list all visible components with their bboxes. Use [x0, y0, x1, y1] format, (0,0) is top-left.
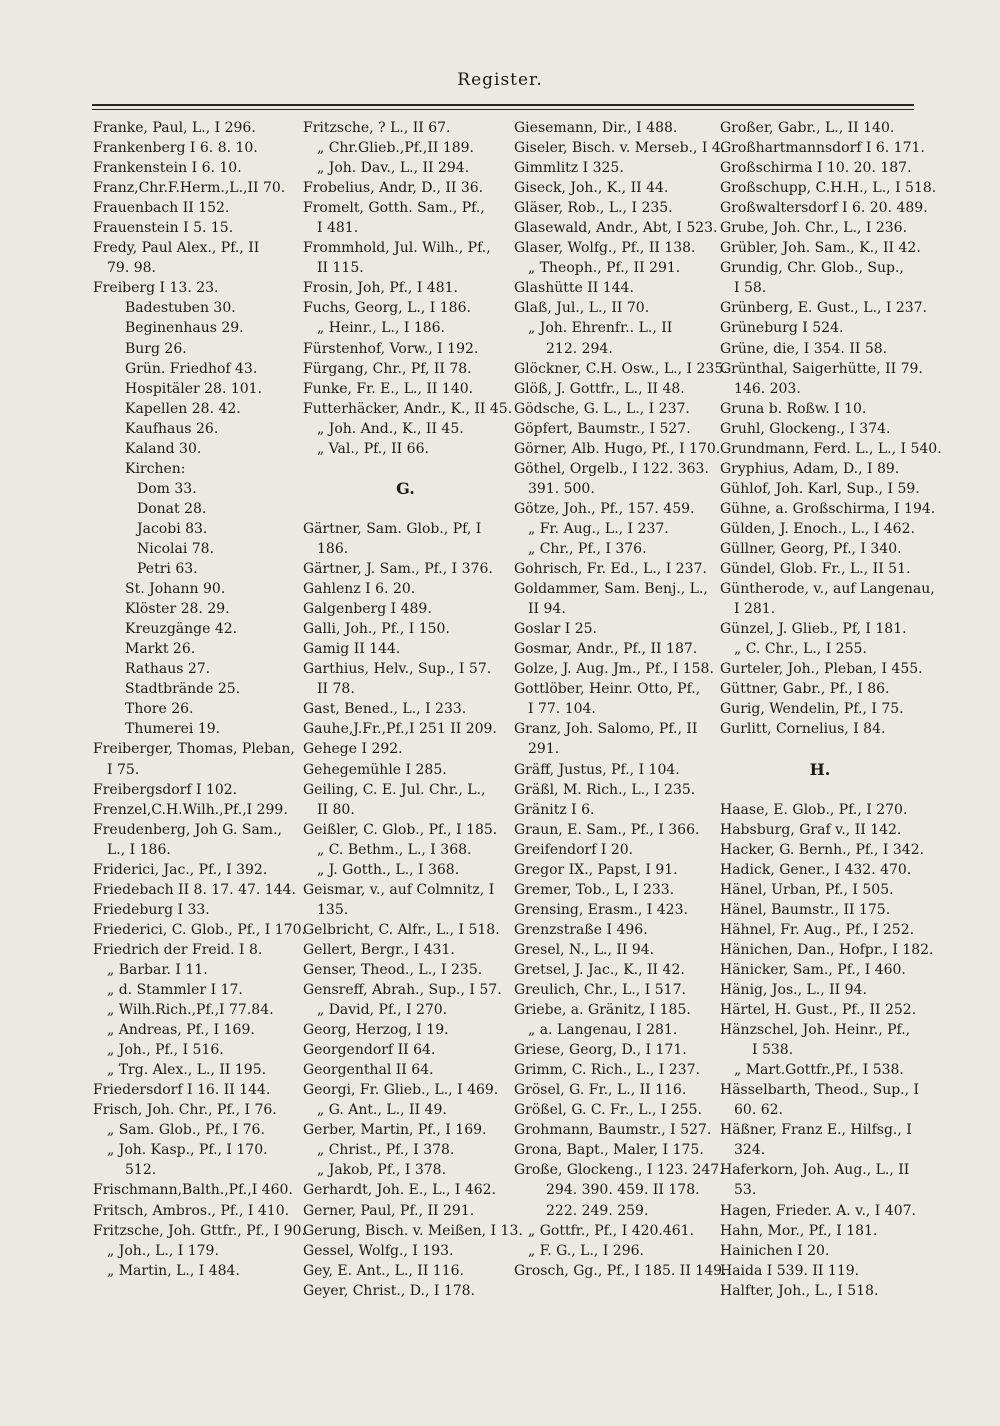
index-entry: Gärtner, Sam. Glob., Pf, I — [303, 520, 482, 537]
index-entry: Grünberg, E. Gust., L., I 237. — [720, 300, 927, 317]
index-entry: Fromelt, Gotth. Sam., Pf., — [303, 200, 485, 217]
index-entry: 186. — [317, 540, 349, 557]
index-entry: Genser, Theod., L., I 235. — [303, 961, 483, 978]
index-entry: Frankenstein I 6. 10. — [93, 160, 242, 177]
index-entry: „ G. Ant., L., II 49. — [317, 1102, 447, 1119]
index-entry: Gurteler, Joh., Pleban, I 455. — [720, 661, 923, 678]
index-entry: Frischmann,Balth.,Pf.,I 460. — [93, 1182, 293, 1199]
index-entry: 135. — [317, 901, 349, 918]
index-entry: „ Barbar. I 11. — [107, 961, 208, 978]
index-entry: Griebe, a. Gränitz, I 185. — [514, 1002, 691, 1019]
index-entry: „ C. Bethm., L., I 368. — [317, 841, 472, 858]
index-entry: Gresel, N., L., II 94. — [514, 941, 655, 958]
index-entry: Friedrich der Freid. I 8. — [93, 941, 263, 958]
index-entry: Grübler, Joh. Sam., K., II 42. — [720, 240, 921, 257]
index-entry: Galgenberg I 489. — [303, 601, 432, 618]
index-entry: Grün. Friedhof 43. — [125, 360, 258, 377]
index-entry: Grüne, die, I 354. II 58. — [720, 340, 888, 357]
index-entry: Güllner, Georg, Pf., I 340. — [720, 540, 902, 557]
index-entry: Geismar, v., auf Colmnitz, I — [303, 881, 495, 898]
index-entry: Großschupp, C.H.H., L., I 518. — [720, 180, 937, 197]
index-entry: Thore 26. — [125, 701, 194, 718]
index-entry: Markt 26. — [125, 641, 196, 658]
index-entry: „ J. Gotth., L., I 368. — [317, 861, 460, 878]
index-entry: „ Chr., Pf., I 376. — [528, 540, 647, 557]
index-entry: II 80. — [317, 801, 355, 818]
index-entry: Grünthal, Saigerhütte, II 79. — [720, 360, 923, 377]
index-entry: II 94. — [528, 601, 566, 618]
index-entry: Frobelius, Andr, D., II 36. — [303, 180, 484, 197]
index-entry — [720, 739, 920, 759]
index-entry: Grensing, Erasm., I 423. — [514, 901, 688, 918]
index-entry: „ Joh. And., K., II 45. — [317, 420, 464, 437]
index-entry: „ Val., Pf., II 66. — [317, 440, 429, 457]
index-entry: Großschirma I 10. 20. 187. — [720, 160, 912, 177]
index-entry: „ Sam. Glob., Pf., I 76. — [107, 1122, 265, 1139]
index-entry: Glasewald, Andr., Abt, I 523. — [514, 220, 718, 237]
index-entry: Glöckner, C.H. Osw., L., I 235. — [514, 360, 728, 377]
index-entry: Gretsel, J. Jac., K., II 42. — [514, 961, 685, 978]
index-entry: Härtel, H. Gust., Pf., II 252. — [720, 1002, 917, 1019]
index-entry: Gremer, Tob., L, I 233. — [514, 881, 675, 898]
index-entry: Grenzstraße I 496. — [514, 921, 648, 938]
index-entry: 512. — [125, 1162, 157, 1179]
index-entry: Hänel, Baumstr., II 175. — [720, 901, 891, 918]
index-entry: „ David, Pf., I 270. — [317, 1002, 448, 1019]
index-entry: Görner, Alb. Hugo, Pf., I 170. — [514, 440, 721, 457]
index-entry: Fritzsche, ? L., II 67. — [303, 120, 451, 136]
index-entry — [303, 459, 508, 479]
index-entry: Dom 33. — [137, 480, 197, 497]
index-entry: Geyer, Christ., D., I 178. — [303, 1282, 476, 1299]
index-entry: I 77. 104. — [528, 701, 596, 718]
index-entry: Gurlitt, Cornelius, I 84. — [720, 721, 886, 738]
section-letter: G. — [396, 478, 415, 498]
index-entry: Gensreff, Abrah., Sup., I 57. — [303, 982, 502, 999]
index-entry: Kreuzgänge 42. — [125, 621, 238, 638]
index-entry: „ Martin, L., I 484. — [107, 1262, 240, 1279]
index-entry: Gruhl, Glockeng., I 374. — [720, 420, 891, 437]
index-entry: II 115. — [317, 260, 364, 277]
index-entry: Futterhäcker, Andr., K., II 45. — [303, 400, 513, 417]
index-entry: Großhartmannsdorf I 6. 171. — [720, 140, 925, 157]
index-entry: „ Joh. Dav., L., II 294. — [317, 160, 470, 177]
index-entry: Fürstenhof, Vorw., I 192. — [303, 340, 479, 357]
index-entry: „ Joh., Pf., I 516. — [107, 1042, 224, 1059]
index-entry: Gellert, Bergr., I 431. — [303, 941, 455, 958]
section-letter: H. — [809, 759, 831, 779]
index-entry: Gerhardt, Joh. E., L., I 462. — [303, 1182, 497, 1199]
index-entry: Hähnel, Fr. Aug., Pf., I 252. — [720, 921, 915, 938]
index-entry: Friedeburg I 33. — [93, 901, 210, 918]
index-entry: Giseler, Bisch. v. Merseb., I 4. — [514, 140, 726, 157]
index-entry: Freiberger, Thomas, Pleban, — [93, 741, 295, 758]
index-entry: 294. 390. 459. II 178. — [546, 1182, 700, 1199]
index-entry: Hänzschel, Joh. Heinr., Pf., — [720, 1022, 911, 1039]
index-entry: Gamig II 144. — [303, 641, 401, 658]
index-entry: Gräff, Justus, Pf., I 104. — [514, 761, 680, 778]
index-entry: Großer, Gabr., L., II 140. — [720, 120, 895, 136]
index-entry: Grundig, Chr. Glob., Sup., — [720, 260, 904, 277]
index-entry: Fürgang, Chr., Pf, II 78. — [303, 360, 472, 377]
index-entry — [720, 780, 920, 800]
index-entry: Friedersdorf I 16. II 144. — [93, 1082, 271, 1099]
index-entry: 60. 62. — [734, 1102, 783, 1119]
index-entry: „ d. Stammler I 17. — [107, 982, 243, 999]
index-entry: Große, Glockeng., I 123. 247. — [514, 1162, 724, 1179]
index-entry: 79. 98. — [107, 260, 156, 277]
index-entry: Goslar I 25. — [514, 621, 598, 638]
index-entry: Freibergsdorf I 102. — [93, 781, 238, 798]
index-entry: Gerner, Paul, Pf., II 291. — [303, 1202, 475, 1219]
index-entry: „ Andreas, Pf., I 169. — [107, 1022, 255, 1039]
index-entry: Georgenthal II 64. — [303, 1062, 434, 1079]
index-entry: Häßner, Franz E., Hilfsg., I — [720, 1122, 912, 1139]
index-entry: „ a. Langenau, I 281. — [528, 1022, 678, 1039]
index-entry: Georgendorf II 64. — [303, 1042, 436, 1059]
index-entry: St. Johann 90. — [125, 581, 226, 598]
index-entry: Hässelbarth, Theod., Sup., I — [720, 1082, 920, 1099]
index-entry: Gohrisch, Fr. Ed., L., I 237. — [514, 561, 707, 578]
index-entry: „ C. Chr., L., I 255. — [734, 641, 867, 658]
index-entry: Fredy, Paul Alex., Pf., II — [93, 240, 260, 257]
index-entry: Grimm, C. Rich., L., I 237. — [514, 1062, 700, 1079]
index-entry: Gerber, Martin, Pf., I 169. — [303, 1122, 487, 1139]
index-entry: Gregor IX., Papst, I 91. — [514, 861, 678, 878]
index-entry: Frenzel,C.H.Wilh.,Pf.,I 299. — [93, 801, 288, 818]
index-entry: Golze, J. Aug. Jm., Pf., I 158. — [514, 661, 714, 678]
index-column-3 — [514, 118, 728, 1281]
index-entry: Klöster 28. 29. — [125, 601, 230, 618]
index-entry: Franke, Paul, L., I 296. — [93, 120, 256, 136]
index-entry: I 75. — [107, 761, 140, 778]
page-title: Register. — [457, 70, 543, 90]
index-entry: „ Chr.Glieb.,Pf.,II 189. — [317, 140, 475, 157]
index-entry: Greifendorf I 20. — [514, 841, 634, 858]
index-entry: Frommhold, Jul. Wilh., Pf., — [303, 240, 491, 257]
index-entry: Güntherode, v., auf Langenau, — [720, 581, 935, 598]
index-entry: Fritsch, Ambros., Pf., I 410. — [93, 1202, 290, 1219]
index-entry: Funke, Fr. E., L., II 140. — [303, 380, 474, 397]
index-column-2 — [303, 118, 523, 1301]
index-entry: Georg, Herzog, I 19. — [303, 1022, 449, 1039]
index-entry: Gehege I 292. — [303, 741, 403, 758]
index-entry: Gast, Bened., L., I 233. — [303, 701, 467, 718]
index-entry: Gottlöber, Heinr. Otto, Pf., — [514, 681, 701, 698]
header-rule — [92, 104, 914, 110]
index-entry: „ Jakob, Pf., I 378. — [317, 1162, 447, 1179]
index-entry: Gahlenz I 6. 20. — [303, 581, 416, 598]
index-entry: 291. — [528, 741, 560, 758]
index-entry: Kaland 30. — [125, 440, 202, 457]
index-entry: Friedebach II 8. 17. 47. 144. — [93, 881, 296, 898]
index-column-4 — [720, 118, 942, 1301]
index-entry: Gödsche, G. L., L., I 237. — [514, 400, 690, 417]
index-entry: Halfter, Joh., L., I 518. — [720, 1282, 879, 1299]
index-entry: „ Joh. Ehrenfr.. L., II — [528, 320, 673, 337]
index-entry: Hahn, Mor., Pf., I 181. — [720, 1222, 878, 1239]
index-entry: Frankenberg I 6. 8. 10. — [93, 140, 258, 157]
index-entry: Gurig, Wendelin, Pf., I 75. — [720, 701, 904, 718]
index-entry: Grösel, G. Fr., L., II 116. — [514, 1082, 687, 1099]
index-entry: Güttner, Gabr., Pf., I 86. — [720, 681, 890, 698]
index-entry: Kaufhaus 26. — [125, 420, 219, 437]
index-entry: Galli, Joh., Pf., I 150. — [303, 621, 450, 638]
index-entry: „ Joh. Kasp., Pf., I 170. — [107, 1142, 268, 1159]
index-entry: Glashütte II 144. — [514, 280, 634, 297]
index-entry: Petri 63. — [137, 561, 198, 578]
index-entry: Franz,Chr.F.Herm.,L.,II 70. — [93, 180, 286, 197]
index-entry: Geißler, C. Glob., Pf., I 185. — [303, 821, 498, 838]
index-entry: Hänel, Urban, Pf., I 505. — [720, 881, 894, 898]
index-entry: Hänicker, Sam., Pf., I 460. — [720, 961, 906, 978]
index-entry: „ Joh., L., I 179. — [107, 1242, 219, 1259]
index-entry: Größel, G. C. Fr., L., I 255. — [514, 1102, 703, 1119]
index-entry: Habsburg, Graf v., II 142. — [720, 821, 902, 838]
index-entry: Fritzsche, Joh. Gttfr., Pf., I 90. — [93, 1222, 306, 1239]
index-entry: Gühlof, Joh. Karl, Sup., I 59. — [720, 480, 920, 497]
index-entry: Griese, Georg, D., I 171. — [514, 1042, 687, 1059]
index-entry: „ Christ., Pf., I 378. — [317, 1142, 455, 1159]
index-entry: Friderici, Jac., Pf., I 392. — [93, 861, 268, 878]
index-entry: Kapellen 28. 42. — [125, 400, 241, 417]
index-entry: 53. — [734, 1182, 757, 1199]
index-entry: Donat 28. — [137, 500, 207, 517]
index-entry: Nicolai 78. — [137, 540, 215, 557]
index-entry: Gräßl, M. Rich., L., I 235. — [514, 781, 696, 798]
index-entry: 222. 249. 259. — [546, 1202, 649, 1219]
index-entry: Grona, Bapt., Maler, I 175. — [514, 1142, 704, 1159]
index-entry: Gelbricht, C. Alfr., L., I 518. — [303, 921, 500, 938]
index-entry: Giesemann, Dir., I 488. — [514, 120, 678, 136]
index-entry: „ Heinr., L., I 186. — [317, 320, 445, 337]
index-entry: Burg 26. — [125, 340, 187, 357]
index-entry: Gimmlitz I 325. — [514, 160, 624, 177]
index-entry: Glaß, Jul., L., II 70. — [514, 300, 650, 317]
index-entry: Hadick, Gener., I 432. 470. — [720, 861, 912, 878]
index-entry: I 538. — [752, 1042, 794, 1059]
index-entry: Garthius, Helv., Sup., I 57. — [303, 661, 492, 678]
index-entry: Gruna b. Roßw. I 10. — [720, 400, 867, 417]
index-entry: Haida I 539. II 119. — [720, 1262, 860, 1279]
index-entry: „ F. G., L., I 296. — [528, 1242, 644, 1259]
index-entry: Frosin, Joh, Pf., I 481. — [303, 280, 458, 297]
index-entry: Gessel, Wolfg., I 193. — [303, 1242, 454, 1259]
index-entry: Goldammer, Sam. Benj., L., — [514, 581, 708, 598]
index-entry: Granz, Joh. Salomo, Pf., II — [514, 721, 698, 738]
index-entry: „ Theoph., Pf., II 291. — [528, 260, 681, 277]
index-entry: Großwaltersdorf I 6. 20. 489. — [720, 200, 928, 217]
index-entry: „ Gottfr., Pf., I 420.461. — [528, 1222, 695, 1239]
index-entry: Günzel, J. Glieb., Pf, I 181. — [720, 621, 907, 638]
index-entry: Georgi, Fr. Glieb., L., I 469. — [303, 1082, 499, 1099]
index-entry: Glöß, J. Gottfr., L., II 48. — [514, 380, 685, 397]
index-entry: Frauenstein I 5. 15. — [93, 220, 234, 237]
index-entry: Frauenbach II 152. — [93, 200, 230, 217]
index-entry: Gränitz I 6. — [514, 801, 595, 818]
index-column-1 — [93, 118, 306, 1281]
index-entry: Haferkorn, Joh. Aug., L., II — [720, 1162, 910, 1179]
index-entry: Grube, Joh. Chr., L., I 236. — [720, 220, 908, 237]
index-entry: Hagen, Frieder. A. v., I 407. — [720, 1202, 916, 1219]
index-entry: Hainichen I 20. — [720, 1242, 830, 1259]
index-entry: Hänichen, Dan., Hofpr., I 182. — [720, 941, 934, 958]
index-entry: Freudenberg, Joh G. Sam., — [93, 821, 282, 838]
index-entry: Greulich, Chr., L., I 517. — [514, 982, 686, 999]
index-entry: Gündel, Glob. Fr., L., II 51. — [720, 561, 911, 578]
index-entry: Frisch, Joh. Chr., Pf., I 76. — [93, 1102, 277, 1119]
index-entry: „ Wilh.Rich.,Pf.,I 77.84. — [107, 1002, 274, 1019]
index-entry: Gosmar, Andr., Pf., II 187. — [514, 641, 698, 658]
index-entry: L., I 186. — [107, 841, 171, 858]
index-entry: Gläser, Rob., L., I 235. — [514, 200, 673, 217]
index-entry: Grohmann, Baumstr., I 527. — [514, 1122, 712, 1139]
index-entry: Grosch, Gg., Pf., I 185. II 149. — [514, 1262, 727, 1279]
index-entry: Graun, E. Sam., Pf., I 366. — [514, 821, 700, 838]
index-entry: Jacobi 83. — [137, 520, 208, 537]
index-entry — [303, 499, 508, 519]
index-entry: Thumerei 19. — [125, 721, 221, 738]
index-entry: Hospitäler 28. 101. — [125, 380, 263, 397]
index-entry: Stadtbrände 25. — [125, 681, 241, 698]
index-entry: Grüneburg I 524. — [720, 320, 844, 337]
index-entry: „ Fr. Aug., L., I 237. — [528, 520, 669, 537]
index-entry: I 481. — [317, 220, 359, 237]
index-entry: Gerung, Bisch. v. Meißen, I 13. — [303, 1222, 523, 1239]
index-entry: 146. 203. — [734, 380, 801, 397]
index-entry: Kirchen: — [125, 460, 186, 477]
index-entry: Grundmann, Ferd. L., L., I 540. — [720, 440, 942, 457]
index-entry: Hacker, G. Bernh., Pf., I 342. — [720, 841, 925, 858]
index-entry: Geiling, C. E. Jul. Chr., L., — [303, 781, 486, 798]
index-entry: Glaser, Wolfg., Pf., II 138. — [514, 240, 696, 257]
index-entry: Götze, Joh., Pf., 157. 459. — [514, 500, 695, 517]
index-entry: 324. — [734, 1142, 766, 1159]
index-entry: „ Trg. Alex., L., II 195. — [107, 1062, 267, 1079]
index-entry: Göpfert, Baumstr., I 527. — [514, 420, 691, 437]
index-entry: II 78. — [317, 681, 355, 698]
index-entry: Gülden, J. Enoch., L., I 462. — [720, 520, 915, 537]
index-entry: 391. 500. — [528, 480, 595, 497]
index-entry: „ Mart.Gottfr.,Pf., I 538. — [734, 1062, 904, 1079]
index-entry: Gehegemühle I 285. — [303, 761, 447, 778]
index-entry: Gey, E. Ant., L., II 116. — [303, 1262, 464, 1279]
index-entry: Gühne, a. Großschirma, I 194. — [720, 500, 936, 517]
index-entry: Fuchs, Georg, L., I 186. — [303, 300, 471, 317]
index-entry: 212. 294. — [546, 340, 613, 357]
index-entry: Badestuben 30. — [125, 300, 236, 317]
index-entry: Giseck, Joh., K., II 44. — [514, 180, 669, 197]
index-entry: Haase, E. Glob., Pf., I 270. — [720, 801, 908, 818]
index-entry: Göthel, Orgelb., I 122. 363. — [514, 460, 709, 477]
index-entry: I 58. — [734, 280, 767, 297]
index-entry: Gauhe,J.Fr.,Pf.,I 251 II 209. — [303, 721, 497, 738]
index-entry: Freiberg I 13. 23. — [93, 280, 219, 297]
index-entry: I 281. — [734, 601, 776, 618]
index-entry: Friederici, C. Glob., Pf., I 170. — [93, 921, 306, 938]
index-entry: Hänig, Jos., L., II 94. — [720, 982, 867, 999]
index-entry: Gärtner, J. Sam., Pf., I 376. — [303, 561, 493, 578]
index-entry: Gryphius, Adam, D., I 89. — [720, 460, 900, 477]
index-entry: Rathaus 27. — [125, 661, 211, 678]
index-entry: Beginenhaus 29. — [125, 320, 244, 337]
